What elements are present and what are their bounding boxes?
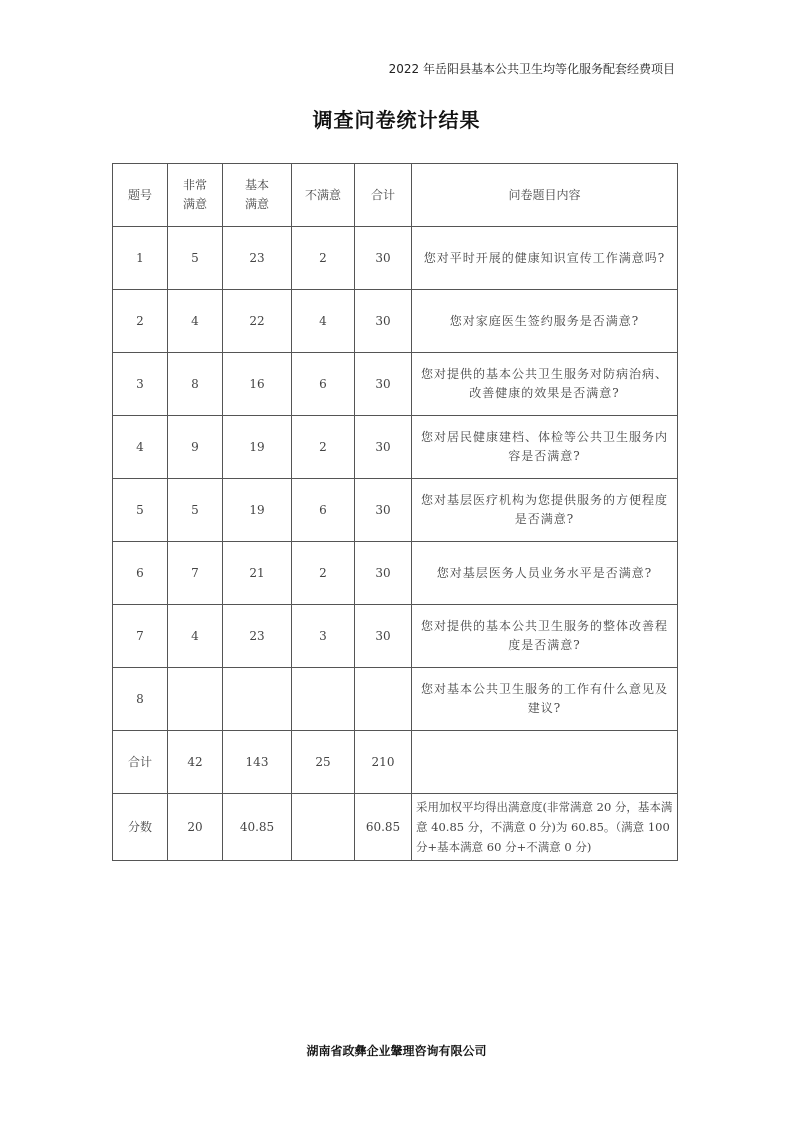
- sum-label: 合计: [113, 731, 168, 794]
- header-no: 题号: [113, 164, 168, 227]
- company-footer: 湖南省政彝企业鞶理咨询有限公司: [306, 1044, 487, 1058]
- total-count: 30: [355, 290, 412, 353]
- question-no: 5: [113, 479, 168, 542]
- table-row: [113, 479, 678, 542]
- score-label: 分数: [113, 794, 168, 861]
- question-text: 您对提供的基本公共卫生服务对防病治病、改善健康的效果是否满意?: [412, 353, 678, 416]
- total-count: [355, 668, 412, 731]
- very-satisfied-count: 7: [168, 542, 223, 605]
- basic-satisfied-count: [223, 668, 292, 731]
- table-row: [113, 668, 678, 731]
- very-satisfied-count: 8: [168, 353, 223, 416]
- header-basic-satisfied: 基本 满意: [223, 164, 292, 227]
- table-header-row: [113, 164, 678, 227]
- question-text: 您对基层医务人员业务水平是否满意?: [412, 542, 678, 605]
- question-no: 7: [113, 605, 168, 668]
- question-text: 您对基本公共卫生服务的工作有什么意见及建议?: [412, 668, 678, 731]
- basic-satisfied-count: 22: [223, 290, 292, 353]
- very-satisfied-count: 4: [168, 290, 223, 353]
- total-count: 30: [355, 605, 412, 668]
- basic-satisfied-count: 16: [223, 353, 292, 416]
- total-count: 30: [355, 542, 412, 605]
- sum-basic-satisfied: 143: [223, 731, 292, 794]
- dissatisfied-count: 3: [292, 605, 355, 668]
- table-row: [113, 290, 678, 353]
- header-dissatisfied: 不满意: [292, 164, 355, 227]
- score-total: 60.85: [355, 794, 412, 861]
- question-no: 4: [113, 416, 168, 479]
- very-satisfied-count: 5: [168, 479, 223, 542]
- question-text: 您对居民健康建档、体检等公共卫生服务内容是否满意?: [412, 416, 678, 479]
- dissatisfied-count: 6: [292, 479, 355, 542]
- dissatisfied-count: 2: [292, 416, 355, 479]
- question-text: 您对提供的基本公共卫生服务的整体改善程度是否满意?: [412, 605, 678, 668]
- basic-satisfied-count: 23: [223, 605, 292, 668]
- dissatisfied-count: 4: [292, 290, 355, 353]
- header-question: 问卷题目内容: [412, 164, 678, 227]
- survey-results-table: [112, 163, 678, 861]
- basic-satisfied-count: 23: [223, 227, 292, 290]
- question-no: 2: [113, 290, 168, 353]
- dissatisfied-count: 2: [292, 227, 355, 290]
- question-no: 8: [113, 668, 168, 731]
- question-no: 3: [113, 353, 168, 416]
- question-text: 您对平时开展的健康知识宣传工作满意吗?: [412, 227, 678, 290]
- table-row: [113, 416, 678, 479]
- total-count: 30: [355, 353, 412, 416]
- total-count: 30: [355, 479, 412, 542]
- total-count: 30: [355, 416, 412, 479]
- score-basic-satisfied: 40.85: [223, 794, 292, 861]
- header-total: 合计: [355, 164, 412, 227]
- table-row: [113, 605, 678, 668]
- sum-very-satisfied: 42: [168, 731, 223, 794]
- question-text: 您对家庭医生签约服务是否满意?: [412, 290, 678, 353]
- sum-total: 210: [355, 731, 412, 794]
- basic-satisfied-count: 19: [223, 479, 292, 542]
- basic-satisfied-count: 21: [223, 542, 292, 605]
- dissatisfied-count: 6: [292, 353, 355, 416]
- score-row: [113, 794, 678, 861]
- document-header: 2022 年岳阳县基本公共卫生均等化服务配套经费项目: [388, 62, 675, 76]
- very-satisfied-count: 4: [168, 605, 223, 668]
- table-row: [113, 353, 678, 416]
- very-satisfied-count: 5: [168, 227, 223, 290]
- score-dissatisfied: [292, 794, 355, 861]
- question-text: 您对基层医疗机构为您提供服务的方便程度是否满意?: [412, 479, 678, 542]
- dissatisfied-count: [292, 668, 355, 731]
- sum-dissatisfied: 25: [292, 731, 355, 794]
- sum-question: [412, 731, 678, 794]
- score-note: 采用加权平均得出满意度(非常满意 20 分，基本满意 40.85 分，不满意 0 分)为 60.85。（满意 100 分+基本满意 60 分+不满意 0 分): [412, 794, 678, 861]
- question-no: 1: [113, 227, 168, 290]
- score-very-satisfied: 20: [168, 794, 223, 861]
- table-row: [113, 227, 678, 290]
- table-row: [113, 542, 678, 605]
- basic-satisfied-count: 19: [223, 416, 292, 479]
- header-very-satisfied: 非常 满意: [168, 164, 223, 227]
- question-no: 6: [113, 542, 168, 605]
- very-satisfied-count: [168, 668, 223, 731]
- dissatisfied-count: 2: [292, 542, 355, 605]
- total-count: 30: [355, 227, 412, 290]
- sum-row: [113, 731, 678, 794]
- page-title: 调查问卷统计结果: [312, 108, 481, 132]
- very-satisfied-count: 9: [168, 416, 223, 479]
